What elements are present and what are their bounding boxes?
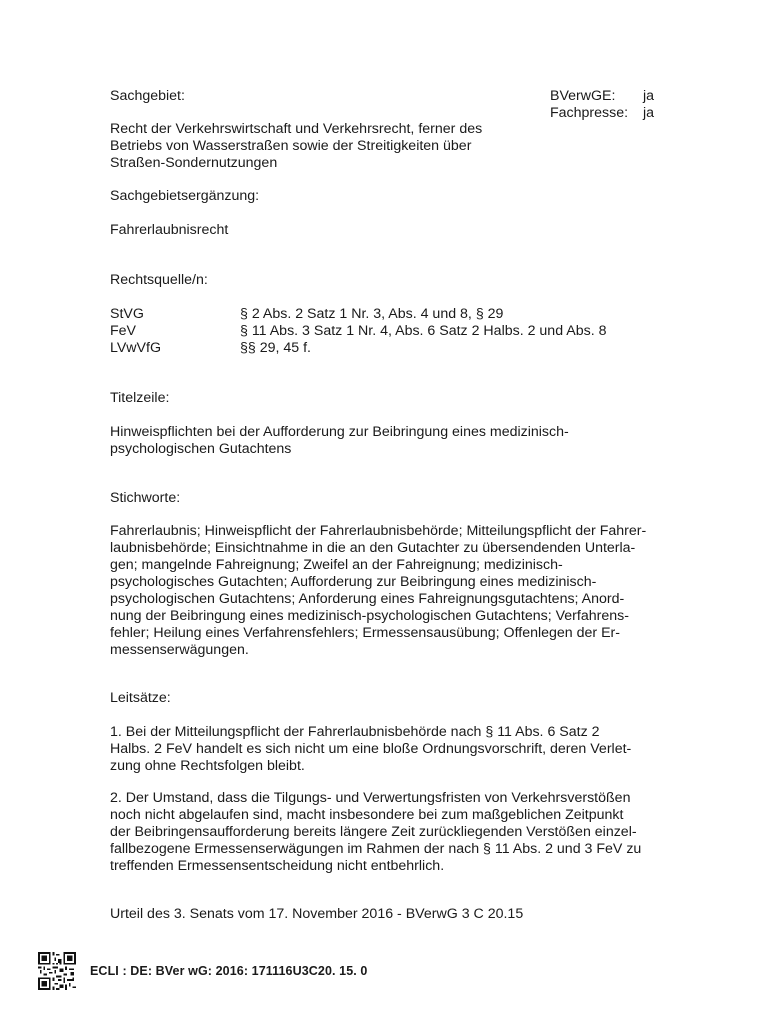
rechtsquelle-ref: § 11 Abs. 3 Satz 1 Nr. 4, Abs. 6 Satz 2 Halbs. 2 und Abs. 8 [240, 323, 607, 339]
leitsatz-line: Halbs. 2 FeV handelt es sich nicht um eine bloße Ordnungsvorschrift, deren Verlet- [110, 741, 632, 757]
stichworte-label: Stichworte: [110, 490, 181, 506]
fachpresse-label: Fachpresse: [550, 105, 629, 121]
leitsatz-2 [110, 790, 710, 875]
rechtsquelle-row [110, 306, 710, 323]
leitsatz-line: 1. Bei der Mitteilungspflicht der Fahrerlaubnisbehörde nach § 11 Abs. 6 Satz 2 [110, 724, 600, 740]
titelzeile-text [110, 424, 710, 458]
fachpresse-flag [550, 105, 654, 122]
titelzeile-line: psychologischen Gutachtens [110, 441, 292, 457]
titelzeile-line: Hinweispflichten bei der Aufforderung zur Beibringung eines medizinisch- [110, 424, 569, 440]
leitsatz-line: der Beibringensaufforderung bereits längere Zeit zurückliegenden Verstößen einzel- [110, 824, 637, 840]
leitsaetze-label: Leitsätze: [110, 690, 171, 706]
titelzeile-label: Titelzeile: [110, 390, 170, 406]
rechtsquelle-row [110, 340, 710, 357]
urteil-line: Urteil des 3. Senats vom 17. November 2016 - BVerwG 3 C 20.15 [110, 906, 524, 922]
bverwge-value: ja [643, 88, 655, 104]
stichworte-line: Fahrerlaubnis; Hinweispflicht der Fahrerlaubnisbehörde; Mitteilungspflicht der Fahrer- [110, 523, 647, 539]
leitsatz-line: treffenden Ermessensentscheidung nicht entbehrlich. [110, 858, 445, 874]
rechtsquelle-row [110, 323, 710, 340]
qr-code-icon [38, 952, 76, 990]
stichworte-line: gen; mangelnde Fahreignung; Zweifel an der Fahreignung; medizinisch- [110, 557, 563, 573]
stichworte-line: laubnisbehörde; Einsichtnahme in die an den Gutachter zu übersendenden Unterla- [110, 540, 636, 556]
rechtsquelle-code: FeV [110, 323, 137, 339]
stichworte-line: messenserwägungen. [110, 642, 249, 658]
sachgebiet-line: Straßen-Sondernutzungen [110, 155, 278, 171]
fachpresse-value: ja [643, 105, 655, 121]
sachgebiet-line: Betriebs von Wasserstraßen sowie der Streitigkeiten über [110, 138, 472, 154]
ecli-identifier: ECLI : DE: BVer wG: 2016: 171116U3C20. 15. 0 [90, 964, 368, 978]
leitsatz-line: 2. Der Umstand, dass die Tilgungs- und Verwertungsfristen von Verkehrsverstößen [110, 790, 631, 806]
leitsatz-line: noch nicht abgelaufen sind, macht insbesondere bei zum maßgeblichen Zeitpunkt [110, 807, 624, 823]
stichworte-line: psychologischen Gutachtens; Anforderung eines Fahreignungsgutachtens; Anord- [110, 591, 625, 607]
leitsatz-line: zung ohne Rechtsfolgen bleibt. [110, 758, 305, 774]
sachgebiet-label: Sachgebiet: [110, 88, 185, 104]
rechtsquelle-code: LVwVfG [110, 340, 161, 356]
leitsatz-line: fallbezogene Ermessenserwägungen im Rahmen der nach § 11 Abs. 2 und 3 FeV zu [110, 841, 642, 857]
bverwge-flag [550, 88, 654, 105]
leitsatz-1 [110, 724, 710, 775]
ergaenzung-label: Sachgebietsergänzung: [110, 188, 260, 204]
rechtsquelle-ref: § 2 Abs. 2 Satz 1 Nr. 3, Abs. 4 und 8, § 29 [240, 306, 504, 322]
rechtsquelle-code: StVG [110, 306, 144, 322]
rechtsquelle-ref: §§ 29, 45 f. [240, 340, 311, 356]
sachgebiet-text [110, 121, 710, 172]
stichworte-line: psychologisches Gutachten; Aufforderung zur Beibringung eines medizinisch- [110, 574, 597, 590]
rechtsquellen-table [110, 306, 710, 357]
rechtsquellen-label: Rechtsquelle/n: [110, 272, 208, 288]
bverwge-label: BVerwGE: [550, 88, 616, 104]
ergaenzung-value: Fahrerlaubnisrecht [110, 222, 229, 238]
stichworte-line: nung der Beibringung eines medizinisch-psychologischen Gutachtens; Verfahrens- [110, 608, 629, 624]
stichworte-text [110, 523, 710, 659]
stichworte-line: fehler; Heilung eines Verfahrensfehlers; Ermessensausübung; Offenlegen der Er- [110, 625, 620, 641]
sachgebiet-line: Recht der Verkehrswirtschaft und Verkehrsrecht, ferner des [110, 121, 483, 137]
